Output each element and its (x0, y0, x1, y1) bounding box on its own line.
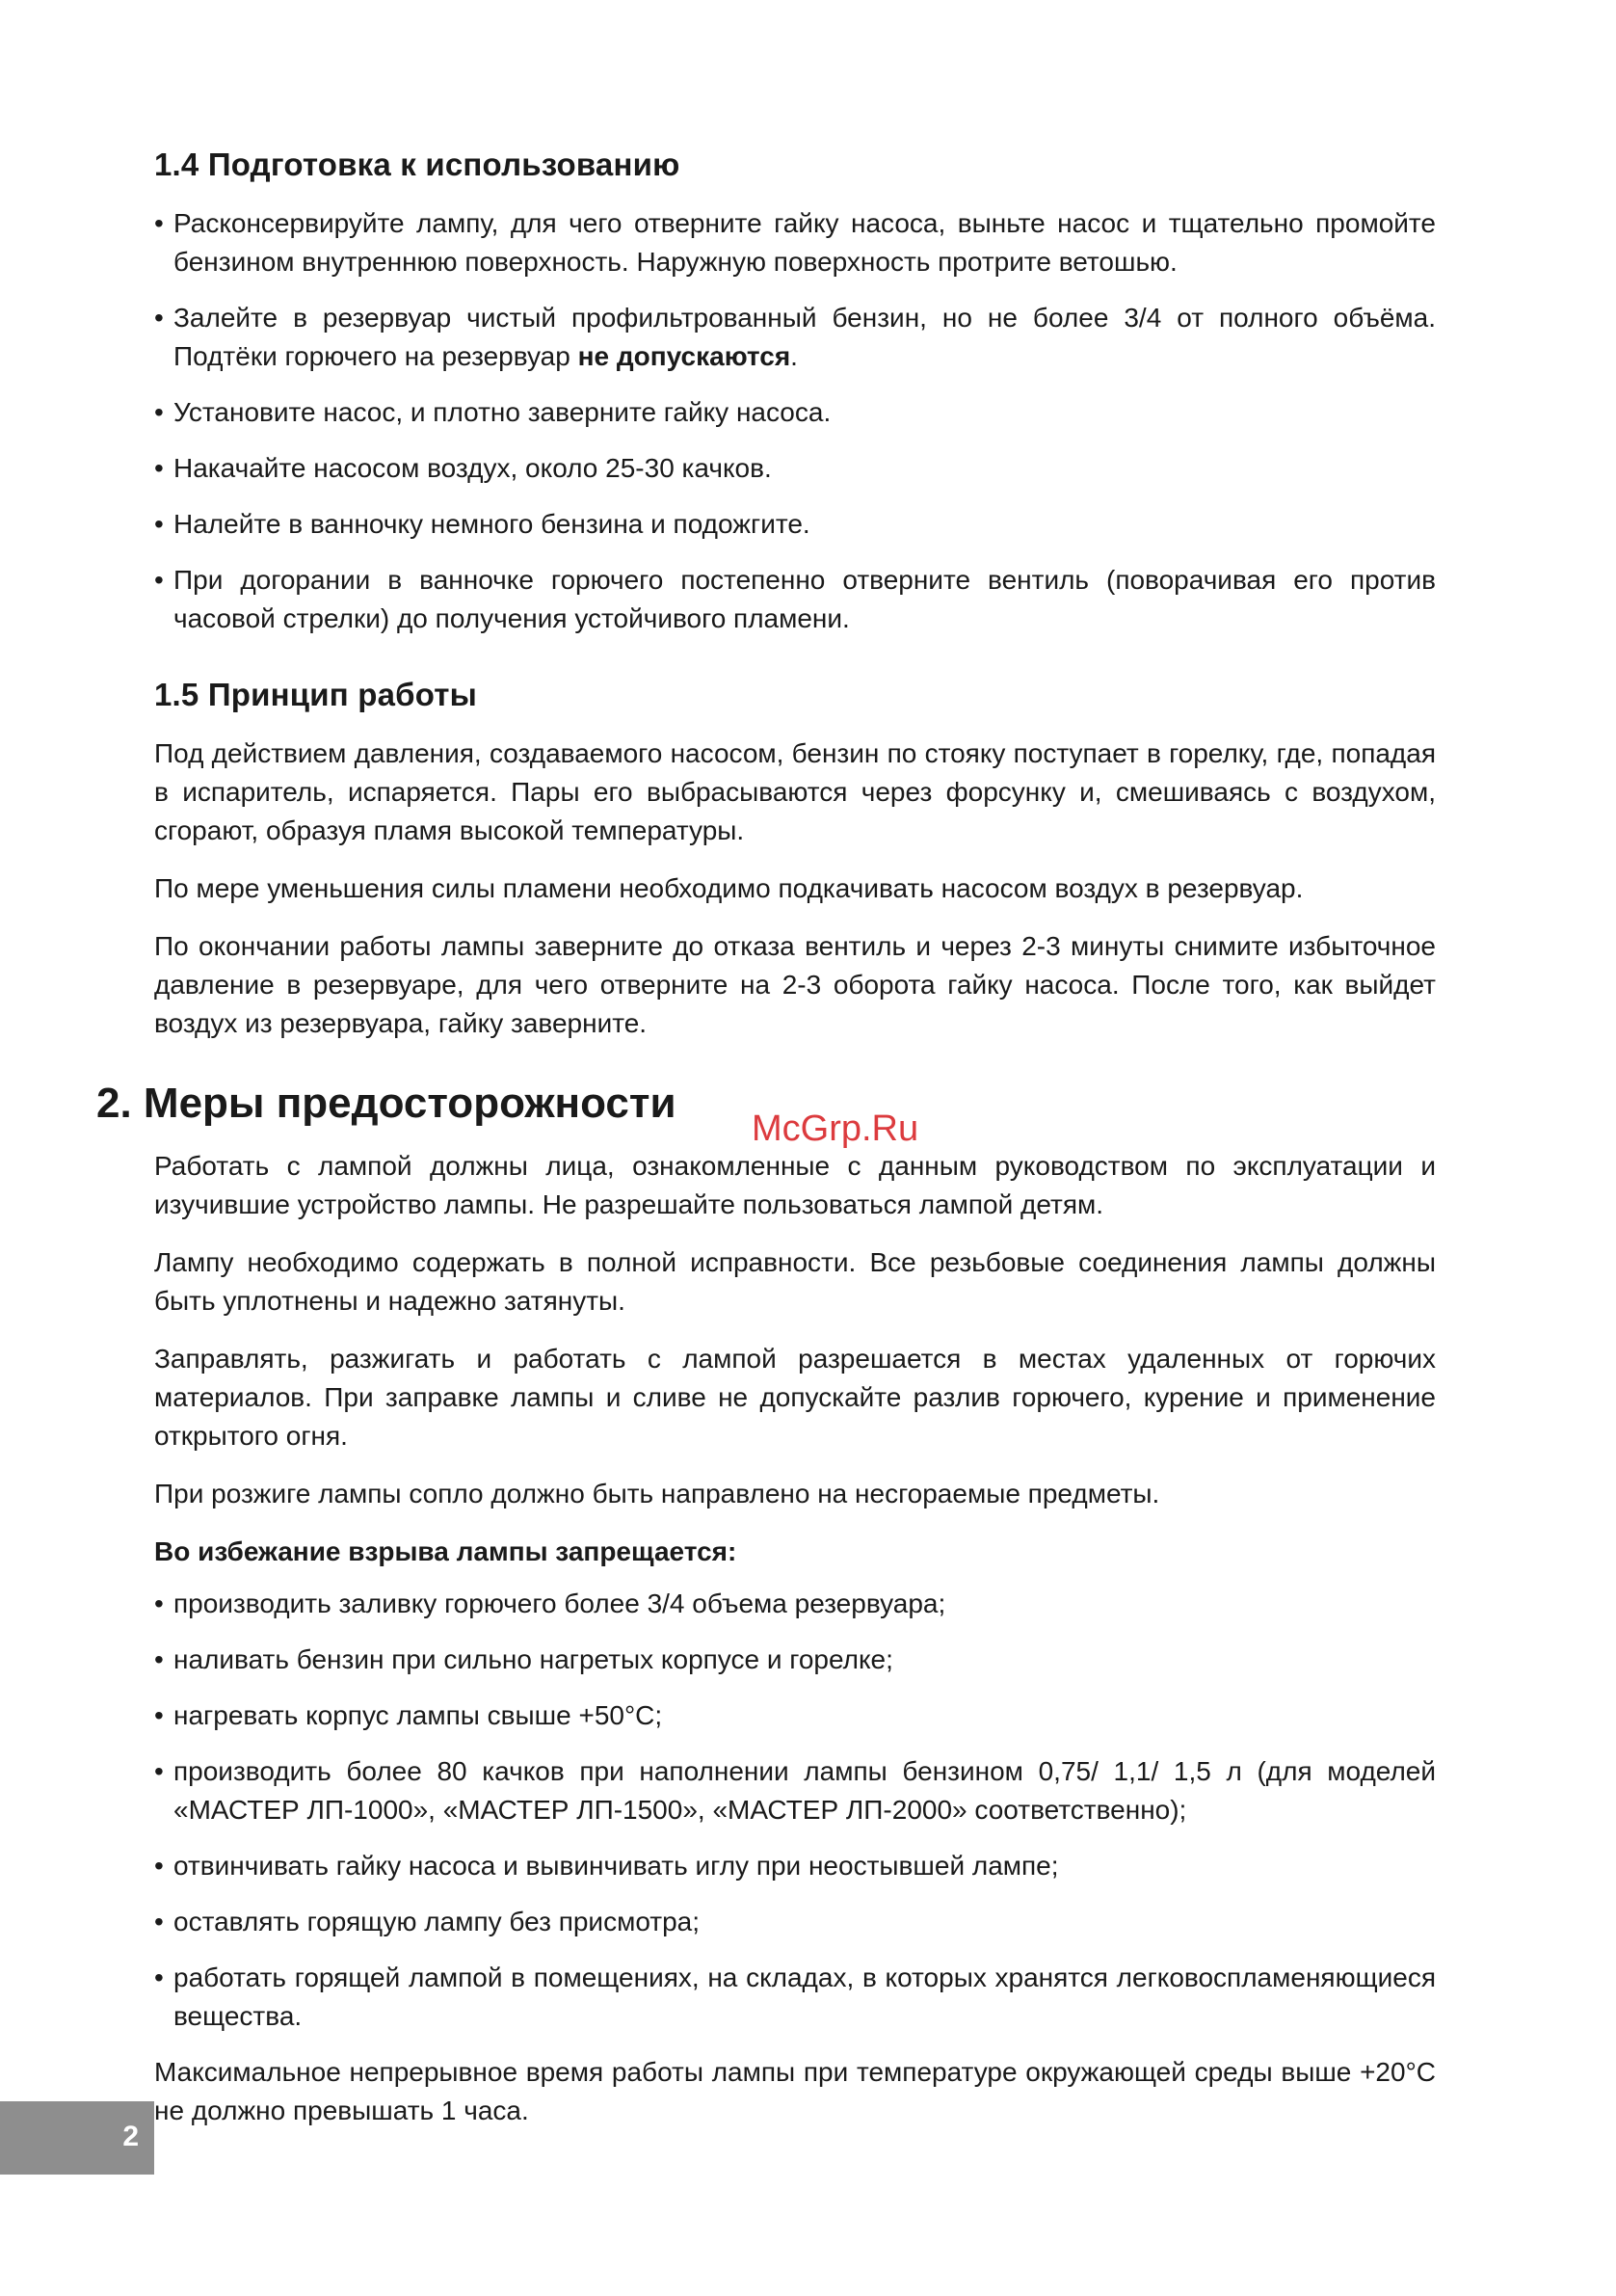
paragraph: По окончании работы лампы заверните до отказа вентиль и через 2-3 минуты снимите избыточное давление в резервуаре, для чего отверните на 2-3 оборота гайку насоса. После того, как выйдет воздух из резервуара, гайку заверните. (154, 931, 1436, 1038)
prohibition-list (154, 1585, 1436, 2036)
list-item: • Установите насос, и плотно заверните гайку насоса. (154, 393, 1436, 432)
paragraph: Работать с лампой должны лица, ознакомленные с данным руководством по эксплуатации и изучившие устройство лампы. Не разрешайте пользоваться лампой детям. (154, 1151, 1436, 1219)
preparation-list (154, 204, 1436, 638)
emphasis-text: не допускаются (577, 341, 791, 371)
section-2-heading: 2. Меры предосторожности (96, 1080, 676, 1127)
paragraph: Лампу необходимо содержать в полной исправности. Все резьбовые соединения лампы должны быть уплотнены и надежно затянуты. (154, 1247, 1436, 1316)
prohibition-heading: Во избежание взрыва лампы запрещается: (154, 1536, 737, 1566)
paragraph: Заправлять, разжигать и работать с лампой разрешается в местах удаленных от горючих материалов. При заправке лампы и сливе не допускайте разлив горючего, курение и применение открытого огня. (154, 1344, 1436, 1451)
list-item: • отвинчивать гайку насоса и вывинчивать иглу при неостывшей лампе; (154, 1847, 1436, 1885)
list-item: • производить более 80 качков при наполнении лампы бензином 0,75/ 1,1/ 1,5 л (для моделей «МАСТЕР ЛП-1000», «МАСТЕР ЛП-1500», «МАСТЕР ЛП-2000» соответственно); (154, 1752, 1436, 1829)
section-1-5-heading: 1.5 Принцип работы (154, 677, 477, 712)
page-number: 2 (122, 2121, 139, 2152)
list-item (154, 299, 1436, 376)
list-item: • Накачайте насосом воздух, около 25-30 качков. (154, 449, 1436, 488)
list-item: • При догорании в ванночке горючего постепенно отверните вентиль (поворачивая его против часовой стрелки) до получения устойчивого пламени. (154, 561, 1436, 638)
list-item: • оставлять горящую лампу без присмотра; (154, 1903, 1436, 1941)
closing-paragraph: Максимальное непрерывное время работы лампы при температуре окружающей среды выше +20°С не должно превышать 1 часа. (154, 2057, 1436, 2125)
section-1-4-heading: 1.4 Подготовка к использованию (154, 147, 680, 182)
list-item: • Расконсервируйте лампу, для чего отверните гайку насоса, выньте насос и тщательно промойте бензином внутреннюю поверхность. Наружную поверхность протрите ветошью. (154, 204, 1436, 281)
list-item: • наливать бензин при сильно нагретых корпусе и горелке; (154, 1641, 1436, 1679)
list-item-text: Залейте в резервуар чистый профильтрованный бензин, но не более 3/4 от полного объёма. Подтёки горючего на резервуар (173, 303, 1436, 371)
list-item-end: . (790, 341, 798, 371)
list-item: • Налейте в ванночку немного бензина и подожгите. (154, 505, 1436, 544)
list-item: • работать горящей лампой в помещениях, на складах, в которых хранятся легковоспламеняющиеся вещества. (154, 1959, 1436, 2036)
page-number-tab (0, 2101, 154, 2175)
paragraph: При розжиге лампы сопло должно быть направлено на несгораемые предметы. (154, 1479, 1160, 1508)
paragraph: Под действием давления, создаваемого насосом, бензин по стояку поступает в горелку, где, попадая в испаритель, испаряется. Пары его выбрасываются через форсунку и, смешиваясь с воздухом, сгорают, образуя пламя высокой температуры. (154, 738, 1436, 845)
list-item: • производить заливку горючего более 3/4 объема резервуара; (154, 1585, 1436, 1623)
paragraph: По мере уменьшения силы пламени необходимо подкачивать насосом воздух в резервуар. (154, 873, 1304, 903)
watermark: McGrp.Ru (752, 1108, 919, 1149)
list-item: • нагревать корпус лампы свыше +50°С; (154, 1696, 1436, 1735)
